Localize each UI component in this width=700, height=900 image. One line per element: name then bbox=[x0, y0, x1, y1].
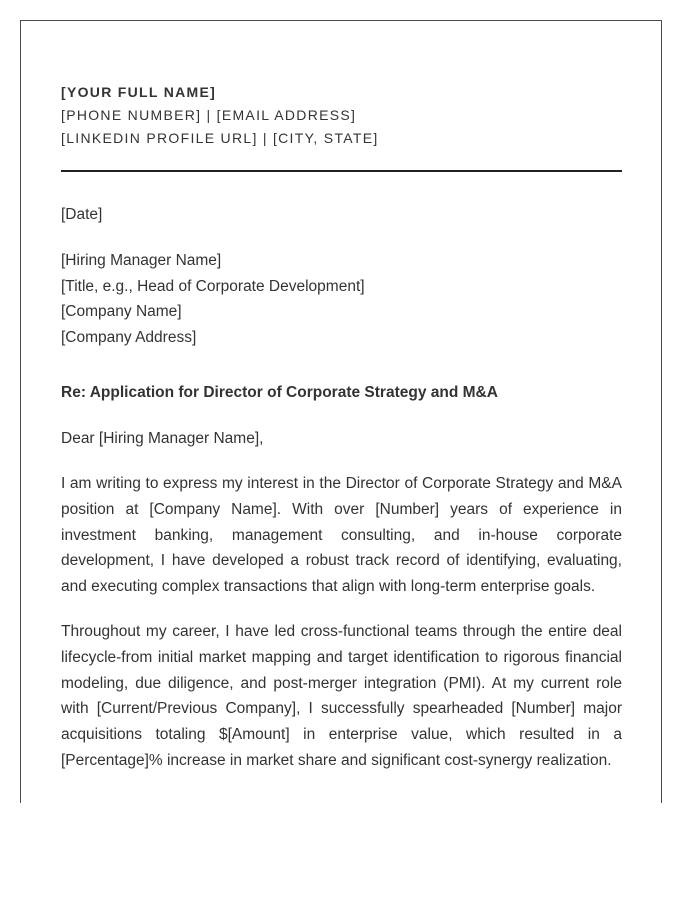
subject-line: Re: Application for Director of Corporate Strategy and M&A bbox=[61, 384, 498, 401]
recipient-address: [Company Address] bbox=[61, 329, 197, 346]
recipient-name: [Hiring Manager Name] bbox=[61, 252, 222, 269]
letter-date: [Date] bbox=[61, 206, 103, 223]
document-page bbox=[20, 20, 662, 803]
recipient-company: [Company Name] bbox=[61, 303, 182, 320]
salutation: Dear [Hiring Manager Name], bbox=[61, 430, 264, 447]
recipient-title: [Title, e.g., Head of Corporate Development] bbox=[61, 278, 365, 295]
body-paragraph-1: I am writing to express my interest in the Director of Corporate Strategy and M&A position at [Company Name]. With over [Number] years of experience in investment banking, management consulting, and in-house corporate development, I have developed a robust track record of identifying, evaluating, and executing complex transactions that align with long-term enterprise goals. bbox=[61, 475, 622, 596]
contact-line-phone-email: [PHONE NUMBER] | [EMAIL ADDRESS] bbox=[61, 107, 357, 123]
contact-line-linkedin-location: [LINKEDIN PROFILE URL] | [CITY, STATE] bbox=[61, 130, 379, 146]
header-divider bbox=[61, 170, 622, 172]
body-paragraph-2: Throughout my career, I have led cross-functional teams through the entire deal lifecycle-from initial market mapping and target identification to rigorous financial modeling, due diligence, and post-merger integration (PMI). At my current role with [Current/Previous Company], I successfully spearheaded [Number] major acquisitions totaling $[Amount] in enterprise value, which resulted in a [Percentage]% increase in market share and significant cost-synergy realization. bbox=[61, 623, 622, 769]
applicant-name: [YOUR FULL NAME] bbox=[61, 84, 217, 100]
